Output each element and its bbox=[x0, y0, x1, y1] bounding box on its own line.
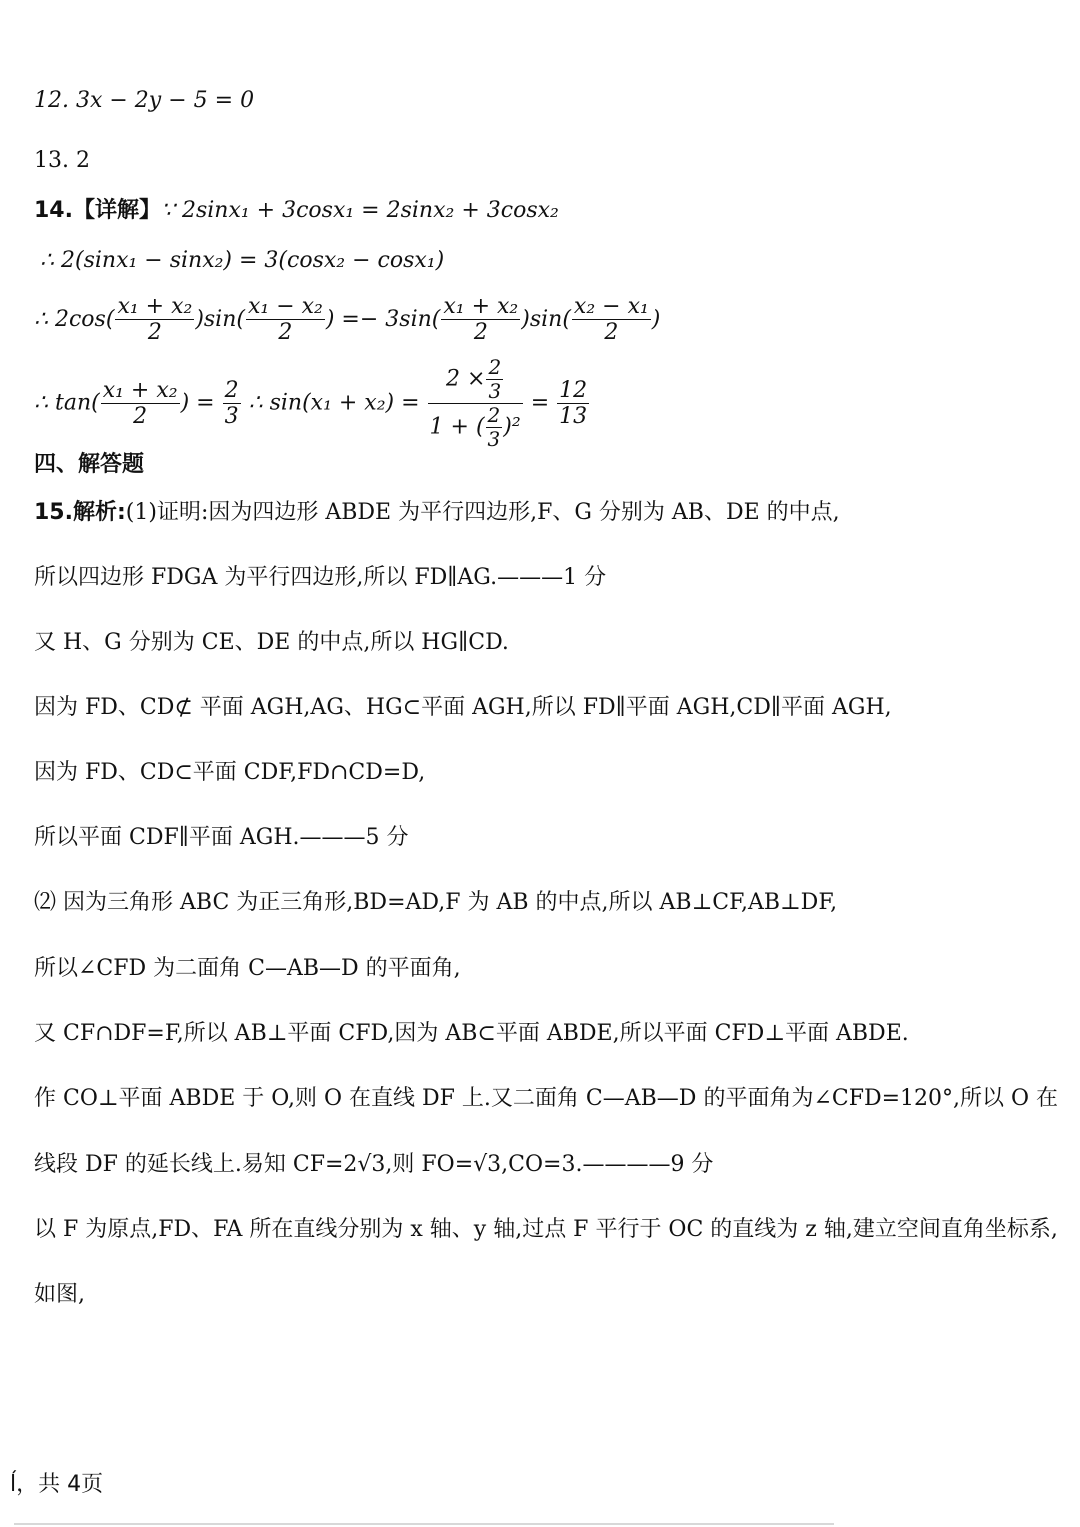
step2-frac-4 bbox=[572, 294, 651, 346]
frac-den: 2 bbox=[604, 320, 619, 346]
q15-line-1-text: (1)证明:因为四边形 ABDE 为平行四边形,F、G 分别为 AB、DE 的中点, bbox=[125, 500, 840, 525]
section-title: 四、解答题 bbox=[34, 452, 145, 477]
q15-line-9: 又 CF∩DF=F,所以 AB⊥平面 CFD,因为 AB⊂平面 ABDE,所以平面 CFD⊥平面 ABDE. bbox=[34, 1021, 909, 1046]
frac-num: 2 bbox=[487, 403, 501, 427]
frac-den: 3 bbox=[224, 404, 239, 429]
big-num-frac bbox=[486, 356, 503, 403]
q15-line-8: 所以∠CFD 为二面角 C—AB—D 的平面角, bbox=[34, 956, 461, 981]
q15-line-7: ⑵ 因为三角形 ABC 为正三角形,BD=AD,F 为 AB 的中点,所以 AB⊥CF,AB⊥DF, bbox=[34, 890, 838, 915]
step2-frac-2 bbox=[246, 294, 325, 346]
answer-14-given-eq: ∵ 2sinx₁ + 3cosx₁ = 2sinx₂ + 3cosx₂ bbox=[160, 198, 559, 223]
big-frac-num bbox=[428, 356, 523, 404]
big-den-text2: )² bbox=[503, 414, 521, 440]
frac-den: 3 bbox=[488, 379, 502, 403]
frac-num: x₂ − x₁ bbox=[573, 294, 649, 319]
frac-num: 12 bbox=[559, 377, 588, 403]
frac-den: 3 bbox=[487, 427, 501, 451]
frac-den: 2 bbox=[473, 320, 488, 346]
step2-suffix: ) bbox=[651, 306, 661, 332]
page-footer: ĺ，共 4页 bbox=[10, 1472, 104, 1497]
q15-line-5: 因为 FD、CD⊂平面 CDF,FD∩CD=D, bbox=[34, 760, 426, 785]
frac-den: 13 bbox=[559, 404, 588, 429]
big-den-frac bbox=[486, 404, 503, 451]
q15-line-4: 因为 FD、CD⊄ 平面 AGH,AG、HG⊂平面 AGH,所以 FD∥平面 AGH,CD∥平面 AGH, bbox=[34, 695, 892, 720]
big-frac-den bbox=[428, 404, 523, 451]
q15-line-6: 所以平面 CDF∥平面 AGH.———5 分 bbox=[34, 825, 409, 850]
frac-num: x₁ + x₂ bbox=[443, 294, 519, 319]
step2-mid2: ) =− 3sin( bbox=[325, 306, 441, 332]
big-num-text: 2 × bbox=[446, 366, 486, 392]
q15-line-1 bbox=[34, 500, 840, 526]
step3-eq: ) = bbox=[180, 390, 215, 416]
step3-big-frac bbox=[428, 356, 523, 451]
answer-13: 13. 2 bbox=[34, 148, 90, 173]
frac-den: 2 bbox=[147, 320, 162, 346]
big-den-text: 1 + ( bbox=[429, 414, 485, 440]
q15-line-10: 作 CO⊥平面 ABDE 于 O,则 O 在直线 DF 上.又二面角 C—AB—D 的平面角为∠CFD=120°,所以 O 在 bbox=[34, 1086, 1059, 1111]
answer-14-step2 bbox=[34, 294, 660, 346]
step2-mid1: )sin( bbox=[195, 306, 245, 332]
step2-prefix: ∴ 2cos( bbox=[34, 306, 115, 332]
step2-frac-1 bbox=[115, 294, 194, 346]
step3-frac-1 bbox=[101, 378, 180, 430]
frac-num: x₁ + x₂ bbox=[117, 294, 193, 319]
q15-label: 15.解析: bbox=[34, 500, 126, 525]
frac-num: x₁ − x₂ bbox=[247, 294, 323, 319]
step3-result-frac bbox=[557, 378, 589, 430]
answer-14-step1: ∴ 2(sinx₁ − sinx₂) = 3(cosx₂ − cosx₁) bbox=[40, 248, 445, 273]
step2-mid3: )sin( bbox=[521, 306, 571, 332]
answer-12: 12. 3x − 2y − 5 = 0 bbox=[34, 88, 255, 113]
step3-prefix: ∴ tan( bbox=[34, 390, 100, 416]
step2-frac-3 bbox=[441, 294, 520, 346]
frac-den: 2 bbox=[278, 320, 293, 346]
step3-frac-2 bbox=[223, 378, 241, 430]
step3-eq2: = bbox=[530, 390, 550, 416]
answer-14-step3 bbox=[34, 356, 590, 451]
answer-14-given bbox=[34, 198, 559, 224]
q15-line-2: 所以四边形 FDGA 为平行四边形,所以 FD∥AG.———1 分 bbox=[34, 565, 607, 590]
frac-num: 2 bbox=[224, 377, 239, 403]
q15-line-12: 以 F 为原点,FD、FA 所在直线分别为 x 轴、y 轴,过点 F 平行于 OC 的直线为 z 轴,建立空间直角坐标系, bbox=[34, 1217, 1058, 1242]
step3-mid: ∴ sin(x₁ + x₂) = bbox=[248, 390, 420, 416]
q15-line-13: 如图, bbox=[34, 1282, 85, 1307]
q15-line-11: 线段 DF 的延长线上.易知 CF=2√3,则 FO=√3,CO=3.————9 分 bbox=[34, 1152, 714, 1177]
frac-den: 2 bbox=[133, 404, 148, 429]
q15-line-3: 又 H、G 分别为 CE、DE 的中点,所以 HG∥CD. bbox=[34, 630, 509, 655]
frac-num: x₁ + x₂ bbox=[102, 377, 178, 403]
answer-14-head: 14.【详解】 bbox=[34, 198, 161, 223]
bottom-rule bbox=[14, 1523, 834, 1525]
frac-num: 2 bbox=[488, 355, 502, 379]
